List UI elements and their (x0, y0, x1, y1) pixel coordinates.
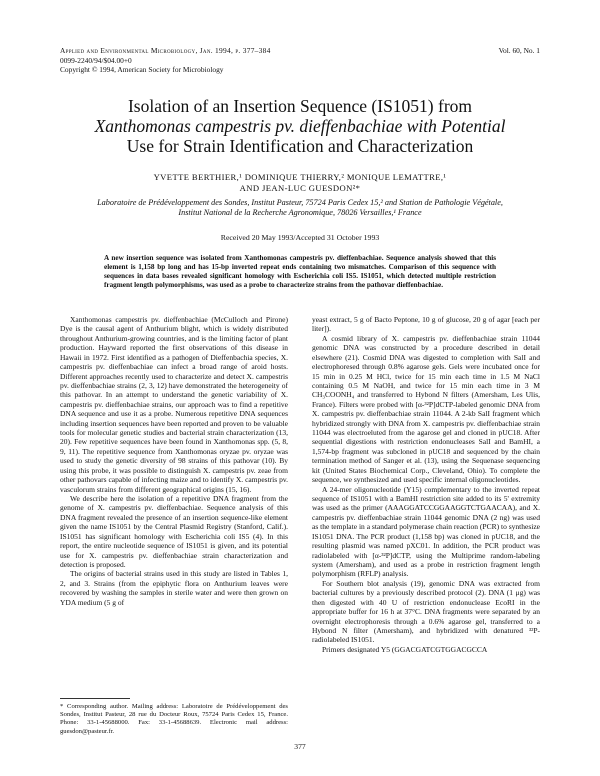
paragraph: A 24-mer oligonucleotide (Y15) complementary to the inverted repeat sequence of IS1051 with a BamHI restriction site added to its 5' extremity was used as the primer (AAAGGATCCGGAAGGTCTGAACAA), and X. campestris pv. dieffenbachiae strain 11044 genomic DNA (2 ng) was used as the template in a standard polymerase chain reaction (PCR) to synthesize IS1051 DNA. The PCR product (1,158 bp) was cloned in pUC18, and the resulting plasmid was named pXC01. In addition, the PCR product was radiolabeled with [α-³²P]dCTP, using the Multiprime random-labeling system (Amersham), and used as a probe in restriction fragment length polymorphism (RFLP) analysis. (312, 484, 540, 579)
title-line-3: Use for Strain Identification and Characterization (126, 136, 474, 156)
paragraph: For Southern blot analysis (19), genomic DNA was extracted from bacterial cultures by a previously described protocol (2). DNA (1 μg) was then digested with 40 U of restriction endonuclease EcoRI in the appropriate buffer for 16 h at 37°C. DNA fragments were separated by an overnight electrophoresis through a 0.6% agarose gel, transferred to a Hybond N filter (Amersham), and hybridized with denatured ³²P-radiolabeled IS1051. (312, 578, 540, 645)
title-line-1: Isolation of an Insertion Sequence (IS1051) from (127, 96, 473, 116)
paragraph: The origins of bacterial strains used in this study are listed in Tables 1, 2, and 3. Strains (from the epiphytic flora on Anthurium leaves were recovered by washing the samples in sterile water and were then grown on YDA medium (5 g of (60, 569, 288, 607)
title-line-2: Xanthomonas campestris pv. dieffenbachiae with Potential (94, 116, 506, 136)
received-date: Received 20 May 1993/Accepted 31 October 1993 (220, 233, 380, 242)
left-column (60, 315, 288, 607)
paragraph: A cosmid library of X. campestris pv. dieffenbachiae strain 11044 genomic DNA was constructed by a procedure described in detail elsewhere (21). Cosmid DNA was digested to completion with SalI and electrophoresed through 0.8% agarose gels. Gels were incubated once for 15 min in 0.25 M HCl, twice for 15 min each time in 1.5 M NaCl containing 0.5 M NaOH, and twice for 15 min each time in 3 M CH₃COONH₄ and transferred to Hybond N filters (Amersham, Les Ulis, France). Filters were probed with [α-³²P]dCTP-labeled genomic DNA from X. campestris pv. dieffenbachiae strain 11044. A 2-kb SalI fragment which hybridized strongly with DNA from X. campestris pv. dieffenbachiae strain 11044 was electroeluted from the agarose gel and cloned in pUC18. After sequential digestions with restriction endonucleases SalI and BamHI, a 1,574-bp fragment was subcloned in pUC18 and sequenced by the chain termination method of Sanger et al. (13), using the Sequenase sequencing kit (United States Biochemical Corp., Cleveland, Ohio). To complete the sequence, we synthesized and used specific internal oligonucleotides. (312, 333, 540, 485)
authors-line-2: AND JEAN-LUC GUESDON²* (239, 182, 361, 193)
paragraph: yeast extract, 5 g of Bacto Peptone, 10 g of glucose, 20 g of agar [each per liter]). (312, 315, 540, 334)
corresponding-author-footnote: * Corresponding author. Mailing address: Laboratoire de Prédéveloppement des Sondes, Institut Pasteur, 28 rue du Docteur Roux, 75724 Paris Cedex 15, France. Phone: 33-1-45688000. Fax: 33-1-45688639. Electronic mail address: guesdon@pasteur.fr. (60, 703, 288, 735)
running-header (60, 46, 540, 75)
author-list (80, 172, 520, 193)
authors-line-1: YVETTE BERTHIER,¹ DOMINIQUE THIERRY,² MONIQUE LEMATTRE,¹ (153, 172, 447, 182)
right-column (312, 315, 540, 654)
article-title (80, 96, 520, 156)
issn-line: 0099-2240/94/$04.00+0 (60, 55, 132, 65)
journal-citation: Applied and Environmental Microbiology, Jan. 1994, p. 377–384 (60, 46, 271, 55)
abstract: A new insertion sequence was isolated from Xanthomonas campestris pv. dieffenbachiae. Sequence analysis showed that this element is 1,158 bp long and has 15-bp inverted repeat ends containing two mismatches. Comparison of this sequence with sequences in data bases revealed significant homology with Escherichia coli IS5. IS1051, which detected multiple restriction fragment length polymorphisms, was used as a probe to characterize strains from the pathovar dieffenbachiae. (104, 254, 496, 290)
paragraph: Primers designated Y5 (GGACGATCGTGGACGCCA (322, 644, 488, 654)
copyright-line: Copyright © 1994, American Society for Microbiology (60, 65, 224, 75)
paragraph: We describe here the isolation of a repetitive DNA fragment from the genome of X. campestris pv. dieffenbachiae. Sequence analysis of this DNA fragment revealed the presence of an insertion sequence-like element given the name IS1051 by the Central Plasmid Registry (Stanford, Calif.). IS1051 has significant homology with Escherichia coli IS5 (4). In this report, the entire nucleotide sequence of IS1051 is given, and its potential use for X. campestris pv. dieffenbachiae strain characterization and detection is proposed. (60, 494, 288, 569)
page-number: 377 (294, 742, 306, 751)
affiliation: Laboratoire de Prédéveloppement des Sondes, Institut Pasteur, 75724 Paris Cedex 15,² and Station de Pathologie Végétale, Institut National de la Recherche Agronomique, 78026 Versailles,¹ France (97, 198, 503, 217)
volume-label: Vol. 60, No. 1 (498, 46, 540, 55)
paragraph: Xanthomonas campestris pv. dieffenbachiae (McCulloch and Pirone) Dye is the causal agent of Anthurium blight, which is widely distributed throughout Anthurium-growing countries, and is the limiting factor of plant production. Hayward reported the first observations of this disease in Hawaii in 1972. First identified as a pathogen of Dieffenbachia species, X. campestris pv. dieffenbachiae can infect a broad range of aroid hosts. Different approaches recently used to characterize and detect X. campestris pv. dieffenbachiae strains (2, 3, 12) have demonstrated the heterogeneity of this pathovar. In an attempt to understand the genetic variability of X. campestris pv. dieffenbachiae strains, our approach was to find a repetitive DNA sequence and use it as a probe. Numerous repetitive DNA sequences including insertion sequences have been reported and proven to be valuable tools for molecular genetic studies and bacterial strain characterization (13, 20). Few repetitive sequences have been found in Xanthomonas spp. (5, 8, 9, 11). The repetitive sequence from Xanthomonas oryzae pv. oryzae was used to study the genetic diversity of 98 strains of this pathovar (10). By using this probe, it was possible to distinguish X. campestris pv. zeae from other pathovars capable of infecting maize and to identify X. campestris pv. vasculorum strains from different geographical origins (15, 16). (60, 315, 288, 494)
footnote-divider (60, 698, 130, 699)
